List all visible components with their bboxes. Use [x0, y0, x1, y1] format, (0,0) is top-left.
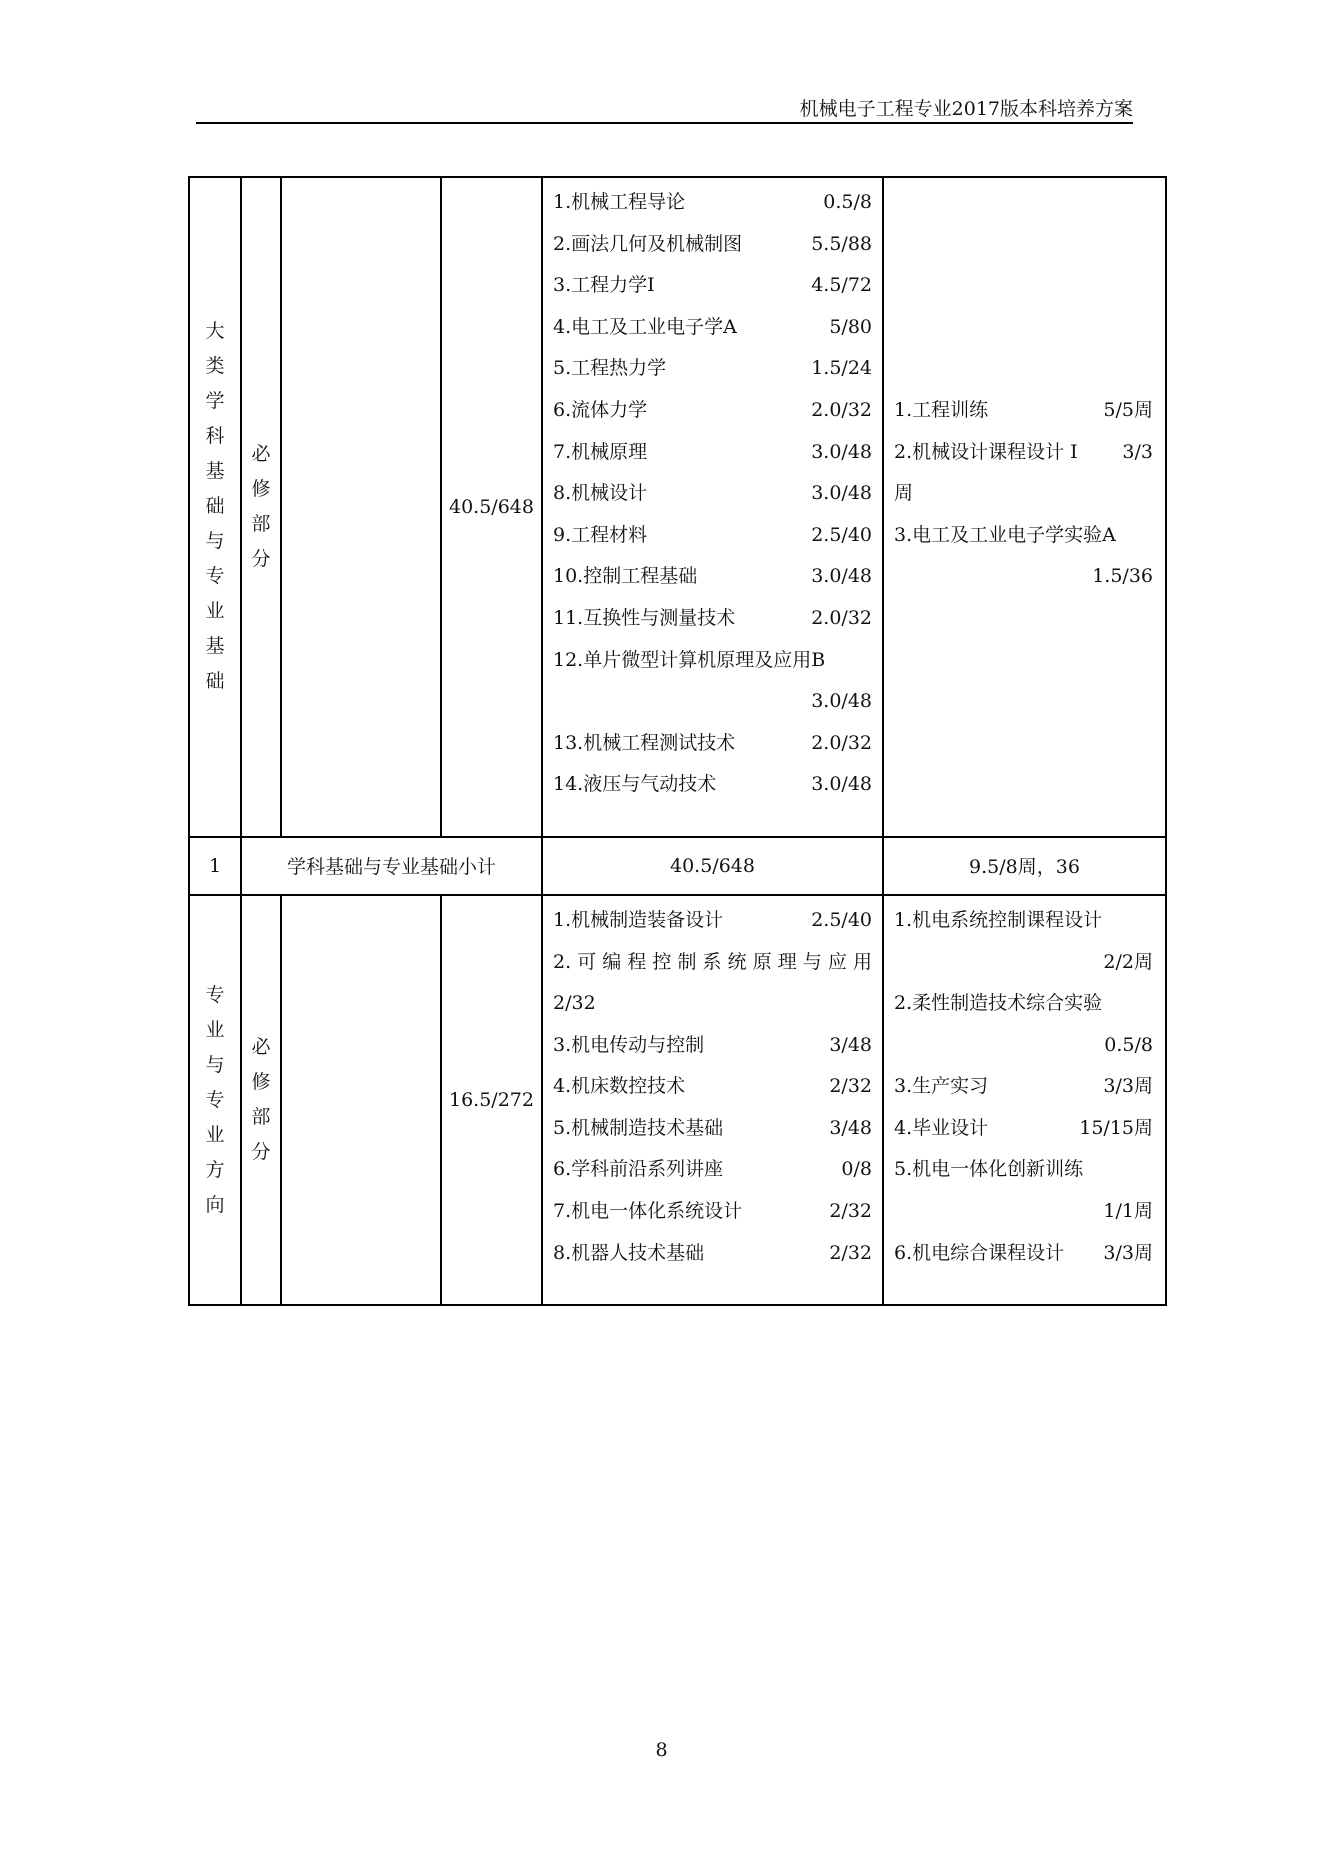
course-credit: 3/48 [829, 1116, 872, 1139]
course-item [553, 983, 872, 1025]
course-name: 1.机械工程导论 [553, 191, 686, 213]
type-char: 分 [251, 547, 271, 570]
course-item [553, 1025, 872, 1067]
type-char: 分 [251, 1141, 271, 1164]
course-credit: 3.0/48 [811, 690, 872, 713]
category-char: 础 [205, 670, 225, 693]
course-name: 9.工程材料 [553, 523, 648, 546]
header-title: 机械电子工程专业2017版本科培养方案 [799, 98, 1133, 120]
practice-credit: 3/3周 [1103, 1241, 1153, 1264]
course-name: 7.机电一体化系统设计 [553, 1200, 743, 1223]
practice-item [894, 1149, 1153, 1191]
course-name: 7.机械原理 [553, 440, 648, 463]
course-name: 6.流体力学 [553, 398, 648, 421]
category-char: 方 [205, 1158, 225, 1181]
practice-item [894, 1191, 1153, 1233]
page-number: 8 [655, 1739, 668, 1761]
course-item [553, 681, 872, 723]
course-item [553, 265, 872, 307]
course-credit: 2.5/40 [811, 523, 872, 546]
course-credit: 3.0/48 [811, 440, 872, 463]
course-item [553, 556, 872, 598]
category-char: 类 [205, 355, 225, 378]
course-credit: 3.0/48 [811, 565, 872, 588]
practice-name: 1.工程训练 [894, 398, 989, 421]
practice-credit: 1/1周 [1103, 1200, 1153, 1223]
practice-item [894, 1233, 1153, 1275]
course-name: 4.机床数控技术 [553, 1075, 686, 1098]
category-char: 专 [205, 1088, 225, 1111]
practice-name: 3.生产实习 [894, 1075, 989, 1098]
practice-name: 周 [894, 482, 914, 505]
course-item [553, 307, 872, 349]
table-row [189, 177, 1166, 837]
course-name: 10.控制工程基础 [553, 565, 698, 588]
category-char: 与 [205, 530, 225, 553]
practice-item [894, 1066, 1153, 1108]
type-char: 必 [251, 1036, 271, 1059]
category-cell [189, 177, 241, 837]
course-item [553, 598, 872, 640]
course-list-cell [542, 177, 883, 837]
course-item [553, 764, 872, 806]
course-name: 2/32 [553, 992, 596, 1015]
course-item [553, 1191, 872, 1233]
curriculum-table [188, 176, 1167, 1306]
course-item [553, 1066, 872, 1108]
course-credit: 0.5/8 [823, 191, 872, 213]
course-name: 5.机械制造技术基础 [553, 1116, 724, 1139]
category-char: 学 [205, 390, 225, 413]
category-char: 础 [205, 495, 225, 518]
practice-item [894, 1025, 1153, 1067]
course-name: 8.机械设计 [553, 482, 648, 505]
practice-name: 6.机电综合课程设计 [894, 1241, 1065, 1264]
practice-name: 1.机电系统控制课程设计 [894, 908, 1103, 931]
course-item [553, 515, 872, 557]
course-item [553, 432, 872, 474]
category-char: 专 [205, 565, 225, 588]
practice-item [894, 390, 1153, 432]
course-item [553, 900, 872, 942]
practice-item [894, 900, 1153, 942]
practice-list-cell [883, 895, 1166, 1305]
category-char: 业 [205, 600, 225, 623]
course-credit: 4.5/72 [811, 274, 872, 297]
course-credit: 2.0/32 [811, 606, 872, 629]
empty-cell [281, 177, 441, 837]
category-char: 大 [205, 320, 225, 343]
type-char: 部 [251, 512, 271, 535]
course-credit: 3.0/48 [811, 482, 872, 505]
course-name: 14.液压与气动技术 [553, 773, 717, 796]
course-item [553, 224, 872, 266]
category-char: 业 [205, 1018, 225, 1041]
course-credit: 2/32 [829, 1075, 872, 1098]
course-name: 4.电工及工业电子学A [553, 315, 737, 338]
practice-credit: 0.5/8 [1104, 1033, 1153, 1056]
course-item [553, 473, 872, 515]
course-name: 12.单片微型计算机原理及应用B [553, 648, 826, 671]
course-type-cell [241, 895, 281, 1305]
course-item [553, 942, 872, 984]
practice-item [894, 556, 1153, 598]
subtotal-label: 学科基础与专业基础小计 [241, 837, 542, 895]
practice-credit: 2/2周 [1103, 950, 1153, 973]
course-name: 5.工程热力学 [553, 357, 667, 380]
course-item [553, 348, 872, 390]
course-credit: 5/80 [829, 315, 872, 338]
table-row [189, 895, 1166, 1305]
practice-item [894, 983, 1153, 1025]
type-char: 部 [251, 1106, 271, 1129]
course-item [553, 723, 872, 765]
practice-item [894, 473, 1153, 515]
course-name: 3.工程力学Ⅰ [553, 274, 655, 297]
course-credit: 2.0/32 [811, 731, 872, 754]
course-item [553, 1233, 872, 1275]
course-item [553, 1149, 872, 1191]
category-char: 向 [205, 1193, 225, 1216]
course-credit: 3/48 [829, 1033, 872, 1056]
course-credit: 5.5/88 [811, 232, 872, 255]
course-name: 11.互换性与测量技术 [553, 606, 736, 629]
category-char: 基 [205, 635, 225, 658]
category-cell [189, 895, 241, 1305]
category-char: 专 [205, 983, 225, 1006]
credits-cell: 40.5/648 [441, 177, 542, 837]
course-name: 13.机械工程测试技术 [553, 731, 736, 754]
course-name: 8.机器人技术基础 [553, 1241, 705, 1264]
subtotal-practice: 9.5/8周，36 [883, 837, 1166, 895]
practice-credit: 15/15周 [1079, 1116, 1153, 1139]
practice-name: 4.毕业设计 [894, 1116, 989, 1139]
type-char: 必 [251, 442, 271, 465]
subtotal-row [189, 837, 1166, 895]
practice-list-cell [883, 177, 1166, 837]
type-char: 修 [251, 477, 271, 500]
category-char: 基 [205, 460, 225, 483]
credits-cell: 16.5/272 [441, 895, 542, 1305]
practice-credit: 1.5/36 [1092, 565, 1153, 588]
course-name: 2.可编程控制系统原理与应用 [553, 950, 872, 973]
course-item [553, 1108, 872, 1150]
course-item [553, 182, 872, 224]
practice-item [894, 942, 1153, 984]
practice-name: 5.机电一体化创新训练 [894, 1158, 1084, 1181]
course-credit: 1.5/24 [811, 357, 872, 380]
subtotal-index: 1 [189, 837, 241, 895]
practice-item [894, 1108, 1153, 1150]
course-credit: 3.0/48 [811, 773, 872, 796]
course-credit: 0/8 [841, 1158, 872, 1181]
practice-item [894, 432, 1153, 474]
course-list-cell [542, 895, 883, 1305]
category-char: 业 [205, 1123, 225, 1146]
course-name: 6.学科前沿系列讲座 [553, 1158, 724, 1181]
type-char: 修 [251, 1071, 271, 1094]
course-credit: 2.0/32 [811, 398, 872, 421]
course-name: 3.机电传动与控制 [553, 1033, 705, 1056]
course-name: 2.画法几何及机械制图 [553, 232, 743, 255]
category-char: 科 [205, 425, 225, 448]
course-type-cell [241, 177, 281, 837]
empty-cell [281, 895, 441, 1305]
practice-name: 3.电工及工业电子学实验A [894, 523, 1116, 546]
course-item [553, 640, 872, 682]
course-credit: 2/32 [829, 1200, 872, 1223]
practice-name: 2.柔性制造技术综合实验 [894, 992, 1103, 1015]
page-header [196, 92, 1133, 124]
practice-credit: 3/3 [1122, 440, 1153, 463]
practice-name: 2.机械设计课程设计 Ⅰ [894, 440, 1078, 463]
course-item [553, 390, 872, 432]
practice-item [894, 515, 1153, 557]
course-credit: 2/32 [829, 1241, 872, 1264]
course-credit: 2.5/40 [811, 908, 872, 931]
practice-credit: 5/5周 [1103, 398, 1153, 421]
category-char: 与 [205, 1053, 225, 1076]
subtotal-credits: 40.5/648 [542, 837, 883, 895]
practice-credit: 3/3周 [1103, 1075, 1153, 1098]
course-name: 1.机械制造装备设计 [553, 908, 724, 931]
